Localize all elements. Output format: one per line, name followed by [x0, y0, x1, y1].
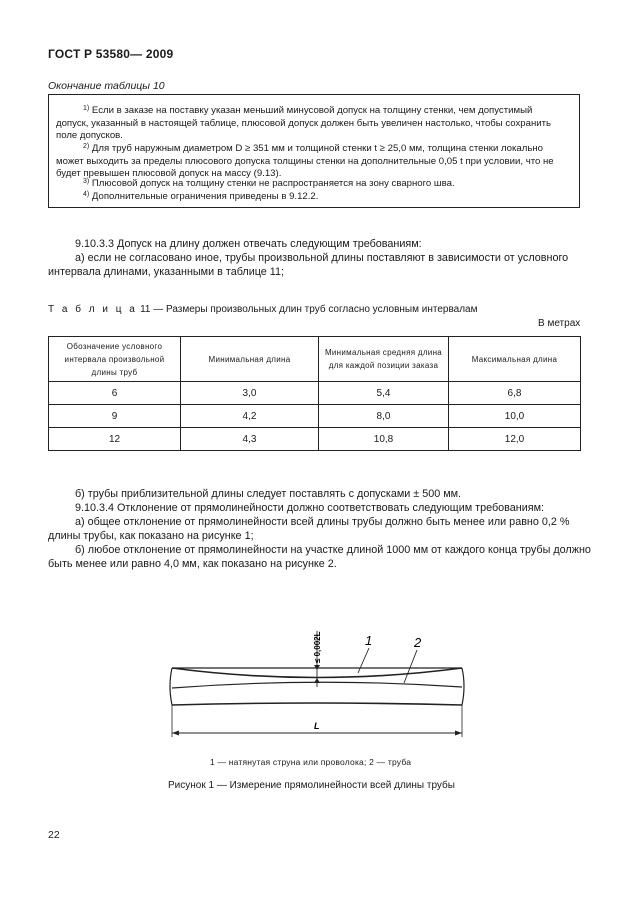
- table-cell: 5,4: [319, 382, 449, 405]
- column-header: Обозначение условного интервала произвольной длины труб: [49, 337, 181, 382]
- arrow-right-icon: [455, 731, 462, 736]
- length-label: L: [314, 721, 320, 731]
- table-row: [49, 405, 581, 428]
- page-number: 22: [48, 829, 60, 841]
- figure-legend: 1 — натянутая струна или проволока; 2 — труба: [210, 757, 412, 767]
- table-cell: 3,0: [181, 382, 319, 405]
- figure-1-straightness-diagram: [160, 625, 470, 745]
- figure-caption: Рисунок 1 — Измерение прямолинейности всей длины трубы: [168, 780, 455, 791]
- callout-2-label: 2: [414, 635, 422, 650]
- table-11: [48, 336, 581, 451]
- table-cell: 10,0: [449, 405, 581, 428]
- table-cell: 12: [49, 428, 181, 451]
- table-row: [49, 382, 581, 405]
- table-header-row: [49, 337, 581, 382]
- table-row: [49, 428, 581, 451]
- table-10-footnotes: [48, 94, 580, 208]
- paragraph-b-approx-length: б) трубы приблизительной длины следует поставлять с допусками ± 500 мм.: [75, 488, 462, 500]
- table-cell: 10,8: [319, 428, 449, 451]
- footnote-3: $^{3)}$ Плюсовой допуск на толщину стенки не распространяется на зону сварного шва.: [83, 178, 455, 189]
- paragraph-9-10-3-3-a: а) если не согласовано иное, трубы произвольной длины поставляют в зависимости от условного: [75, 252, 569, 264]
- table-cell: 6,8: [449, 382, 581, 405]
- column-header: Минимальная длина: [181, 337, 319, 382]
- column-header: Максимальная длина: [449, 337, 581, 382]
- callout-1-label: 1: [365, 633, 373, 648]
- table-continuation-label: Окончание таблицы 10: [48, 80, 165, 92]
- document-header: ГОСТ Р 53580— 2009: [48, 47, 174, 61]
- paragraph-9-10-3-4-title: 9.10.3.4 Отклонение от прямолинейности должно соответствовать следующим требованиям:: [75, 502, 545, 514]
- table-cell: 4,3: [181, 428, 319, 451]
- table-cell: 6: [49, 382, 181, 405]
- paragraph-9-10-3-4-b: б) любое отклонение от прямолинейности на участке длиной 1000 мм от каждого конца трубы должно: [75, 544, 591, 556]
- paragraph-9-10-3-4-b-cont: быть менее или равно 4,0 мм, как показано на рисунке 2.: [48, 558, 337, 570]
- pipe-lower-edge: [172, 703, 462, 705]
- arrow-up-icon: [314, 678, 320, 683]
- paragraph-9-10-3-4-a-cont: длины трубы, как показано на рисунке 1;: [48, 530, 254, 542]
- table-cell: 9: [49, 405, 181, 428]
- table-cell: 4,2: [181, 405, 319, 428]
- footnote-4: $^{4)}$ Дополнительные ограничения приведены в 9.12.2.: [83, 191, 319, 202]
- paragraph-9-10-3-3-title: 9.10.3.3 Допуск на длину должен отвечать следующим требованиям:: [75, 238, 422, 250]
- table-11-caption: Т а б л и ц а 11 — Размеры произвольных длин труб согласно условным интервалам: [48, 304, 478, 315]
- table-units: В метрах: [538, 318, 581, 329]
- paragraph-9-10-3-3-a-cont: интервала длинами, указанными в таблице 11;: [48, 266, 285, 278]
- column-header: Минимальная средняя длина для каждой позиции заказа: [319, 337, 449, 382]
- paragraph-9-10-3-4-a: а) общее отклонение от прямолинейности всей длины трубы должно быть менее или равно 0,2 %: [75, 516, 570, 528]
- arrow-left-icon: [172, 731, 179, 736]
- table-cell: 12,0: [449, 428, 581, 451]
- deflection-label: ≤ 0,002L: [313, 631, 322, 663]
- footnote-1: $^{1)}$ Если в заказе на поставку указан меньший минусовой допуск на толщину стенки, чем допустимый допуск, указанный в настоящей таблице, плюсовой допуск должен быть увеличен настолько, чтобы сохранить поле допусков.: [56, 105, 552, 142]
- footnote-2: $^{2)}$ Для труб наружным диаметром D ≥ 351 мм и толщиной стенки t ≥ 25,0 мм, толщина стенки локально может выходить за пределы плюсового допуска толщины стенки на дополнительные 0,05 t при условии, что не будет превышен плюсовой допуск на массу (9.13).: [56, 143, 554, 180]
- table-cell: 8,0: [319, 405, 449, 428]
